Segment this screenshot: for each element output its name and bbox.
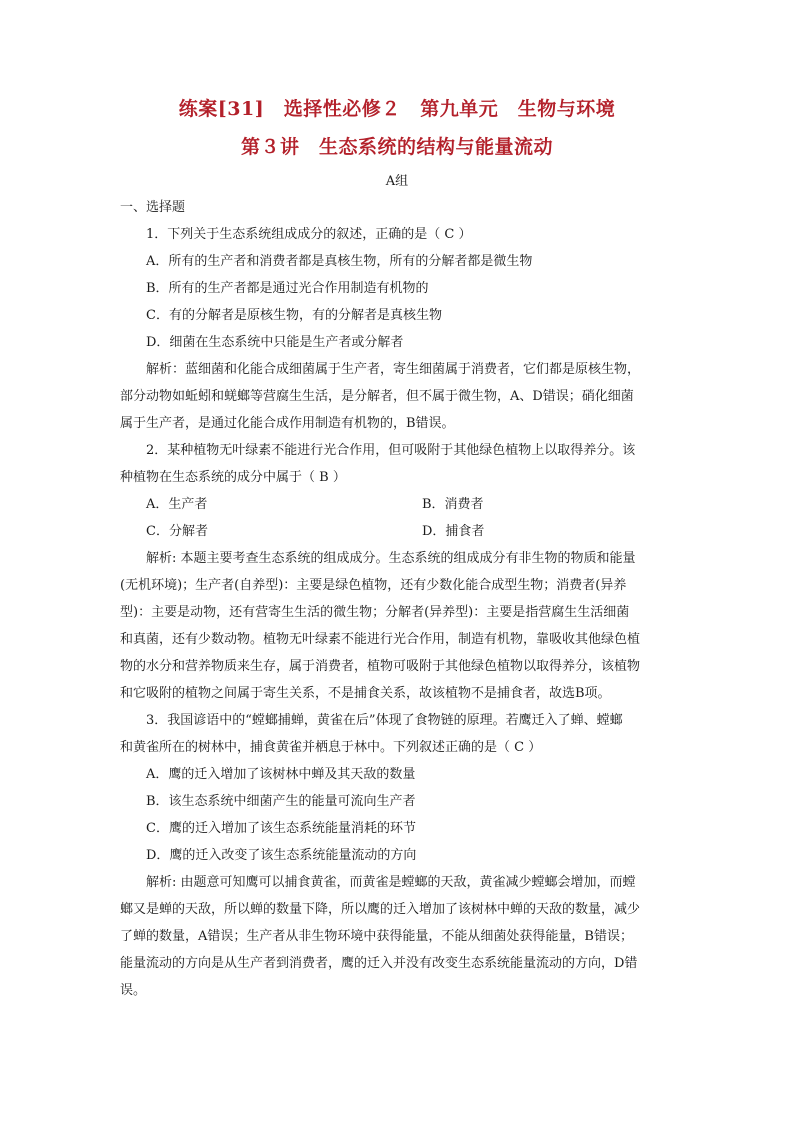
analysis-line: 物的水分和营养物质来生存，属于消费者，植物可吸附于其他绿色植物以取得养分，该植物 [120, 659, 641, 674]
analysis [120, 545, 676, 707]
analysis-line: 能量流动的方向是从生产者到消费者，鹰的迁入并没有改变生态系统能量流动的方向，D错 [120, 956, 638, 971]
analysis-line: 部分动物如蚯蚓和蜣螂等营腐生生活，是分解者，但不属于微生物，A、D错误；硝化细菌 [120, 389, 634, 404]
analysis-line: (无机环境)；生产者(自养型)：主要是绿色植物，还有少数化能合成型生物；消费者(异养 [120, 578, 627, 593]
option-b: B．该生态系统中细菌产生的能量可流向生产者 [146, 794, 416, 809]
option-b: B．所有的生产者都是通过光合作用制造有机物的 [146, 281, 429, 296]
analysis-line: 螂又是蝉的天敌，所以蝉的数量下降，所以鹰的迁入增加了该树林中蝉的天敌的数量，减少 [120, 902, 641, 917]
question-3 [120, 707, 676, 1004]
option-a: A．所有的生产者和消费者都是真核生物，所有的分解者都是微生物 [146, 254, 533, 269]
analysis [120, 356, 676, 437]
worksheet-title: 练案[31] 选择性必修２ 第九单元 生物与环境 [178, 98, 616, 120]
question-1 [120, 221, 676, 437]
lesson-title: 第３讲 生态系统的结构与能量流动 [240, 136, 553, 158]
question-stem: 3．我国谚语中的“螳螂捕蝉，黄雀在后”体现了食物链的原理。若鹰迁入了蝉、螳螂 [146, 713, 623, 728]
analysis-line: 解析：蓝细菌和化能合成细菌属于生产者，寄生细菌属于消费者，它们都是原核生物， [146, 362, 641, 377]
question-stem-cont: 种植物在生态系统的成分中属于（ B ） [120, 470, 346, 485]
question-2 [120, 437, 676, 707]
analysis-line: 型)：主要是动物，还有营寄生生活的微生物；分解者(异养型)：主要是指营腐生生活细菌 [120, 605, 630, 620]
analysis-line: 和它吸附的植物之间属于寄生关系，不是捕食关系，故该植物不是捕食者，故选B项。 [120, 686, 611, 701]
analysis-line: 和真菌，还有少数动物。植物无叶绿素不能进行光合作用，制造有机物，靠吸收其他绿色植 [120, 632, 641, 647]
analysis-line: 误。 [120, 983, 147, 998]
section-heading: 一、选择题 [120, 200, 186, 215]
analysis-line: 属于生产者，是通过化能合成作用制造有机物的，B错误。 [120, 416, 455, 431]
analysis-line: 了蝉的数量，A错误；生产者从非生物环境中获得能量，不能从细菌处获得能量，B错误； [120, 929, 633, 944]
question-stem: 1．下列关于生态系统组成成分的叙述，正确的是（ C ） [146, 227, 472, 242]
option-b: B．消费者 [422, 497, 484, 512]
option-d: D．鹰的迁入改变了该生态系统能量流动的方向 [146, 848, 417, 863]
document-body [120, 194, 676, 1004]
option-c: C．有的分解者是原核生物，有的分解者是真核生物 [146, 308, 442, 323]
question-stem: 2．某种植物无叶绿素不能进行光合作用，但可吸附于其他绿色植物上以取得养分。该 [146, 443, 636, 458]
option-c: C．鹰的迁入增加了该生态系统能量消耗的环节 [146, 821, 416, 836]
group-label: A组 [385, 174, 409, 189]
option-d: D．细菌在生态系统中只能是生产者或分解者 [146, 335, 404, 350]
option-a: A．生产者 [146, 497, 208, 512]
analysis-line: 解析: 本题主要考查生态系统的组成成分。生态系统的组成成分有非生物的物质和能量 [146, 551, 636, 566]
option-a: A．鹰的迁入增加了该树林中蝉及其天敌的数量 [146, 767, 416, 782]
question-stem-cont: 和黄雀所在的树林中，捕食黄雀并栖息于林中。下列叙述正确的是（ C ） [120, 740, 542, 755]
analysis [120, 869, 676, 1004]
option-c: C．分解者 [146, 524, 208, 539]
analysis-line: 解析: 由题意可知鹰可以捕食黄雀，而黄雀是螳螂的天敌，黄雀减少螳螂会增加，而螳 [146, 875, 636, 890]
option-d: D．捕食者 [422, 524, 485, 539]
